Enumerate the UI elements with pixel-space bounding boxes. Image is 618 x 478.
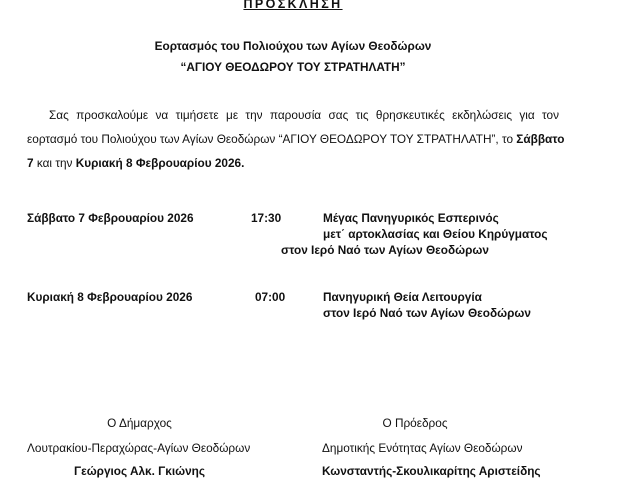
right-signature-name: Κωνσταντής-Σκουλικαρίτης Αριστείδης [322,464,541,478]
left-signature-name: Γεώργιος Αλκ. Γκιώνης [74,464,205,478]
event-1-date: Σάββατο 7 Φεβρουαρίου 2026 [27,211,194,225]
event-1-line-3: στον Ιερό Ναό των Αγίων Θεοδώρων [281,243,489,257]
intro-line-3 [27,156,559,170]
intro-line-3-bold-start: 7 [27,156,34,170]
intro-line-2-text: εορτασμό του Πολιούχου των Αγίων Θεοδώρων “ΑΓΙΟΥ ΘΕΟΔΩΡΟΥ ΤΟΥ ΣΤΡΑΤΗΛΑΤΗ”, το [27,132,517,146]
intro-line-3-period: . [241,156,245,170]
document-title: ΠΡΟΣΚΛΗΣΗ [243,0,343,11]
event-1-line-2: μετ΄ αρτοκλασίας και Θείου Κηρύγματος [323,227,548,241]
left-signature-role: Ο Δήμαρχος [107,416,172,430]
intro-line-2 [27,132,565,146]
intro-paragraph [27,108,559,122]
event-2-line-2: στον Ιερό Ναό των Αγίων Θεοδώρων [323,306,531,320]
event-1-line-1: Μέγας Πανηγυρικός Εσπερινός [323,211,499,225]
subtitle: Εορτασμός του Πολιούχου των Αγίων Θεοδώρων [154,39,432,53]
saint-name: “ΑΓΙΟΥ ΘΕΟΔΩΡΟΥ ΤΟΥ ΣΤΡΑΤΗΛΑΤΗ” [180,60,406,74]
intro-line-3-text: και την [33,156,76,170]
intro-line-1: Σας προσκαλούμε να τιμήσετε με την παρουσία σας τις θρησκευτικές εκδηλώσεις για τον [49,108,559,122]
intro-line-3-bold-end: Κυριακή 8 Φεβρουαρίου 2026 [75,156,242,170]
event-2-line-1: Πανηγυρική Θεία Λειτουργία [323,290,482,304]
left-signature-org: Λουτρακίου-Περαχώρας-Αγίων Θεοδώρων [27,441,251,455]
intro-line-2-bold: Σάββατο [516,132,565,146]
event-2-date: Κυριακή 8 Φεβρουαρίου 2026 [27,290,193,304]
right-signature-org: Δημοτικής Ενότητας Αγίων Θεοδώρων [322,441,523,455]
event-1-time: 17:30 [251,211,282,225]
event-2-time: 07:00 [255,290,286,304]
right-signature-role: Ο Πρόεδρος [382,416,448,430]
